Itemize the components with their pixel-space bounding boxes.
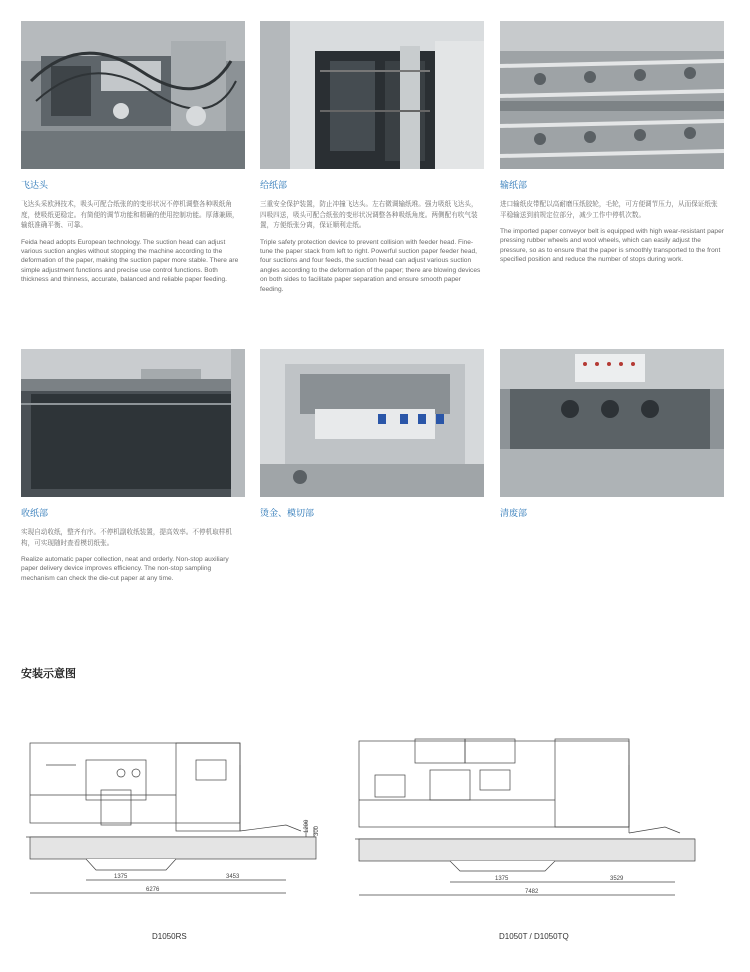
section-text-en: The imported paper conveyor belt is equipped with high wear-resistant paper pressing rubber wheels and wool wheels, which can easily adjust the pressure, so as to ensure that the paper is smoothly transported to the front specified position and reduce the number of stops during work. — [500, 228, 724, 264]
section-paper-conveying — [500, 21, 724, 265]
section-paper-feeding — [260, 21, 484, 294]
paper-feeding-photo — [260, 21, 484, 169]
waste-stripping-photo — [500, 349, 724, 497]
section-text-cn: 进口输纸皮带配以高耐磨压纸胶轮，毛轮，可方便调节压力，从而保证纸张平稳输送到前规定位部分，减少工作中停机次数。 — [500, 200, 718, 219]
section-waste-stripping — [500, 349, 724, 520]
installation-diagram-title: 安装示意图 — [21, 667, 76, 680]
section-title: 给纸部 — [260, 181, 288, 191]
section-text-cn: 实现自动收纸，整齐有序。不停机副收纸装置，提高效率。不停机取样机构，可实现随时查看模切纸张。 — [21, 528, 232, 547]
dim-height-1: 1200 — [304, 819, 310, 833]
paper-conveying-photo — [500, 21, 724, 169]
section-text-en: Realize automatic paper collection, neat and orderly. Non-stop auxiliary paper delivery device improves efficiency. The non-stop sampling mechanism can check the die-cut paper at any time. — [21, 556, 229, 582]
model-label-d1050rs: D1050RS — [152, 932, 187, 941]
dim-3453: 3453 — [226, 874, 240, 880]
section-title: 清废部 — [500, 509, 528, 519]
layout-drawing-d1050rs — [26, 735, 332, 905]
section-text-en: Feida head adopts European technology. The suction head can adjust various suction angles without stopping the machine according to the deformation of the paper, making the suction paper more stable. There are simple adjustment functions and precise use control functions. Both thickness and thinness, accurate, balanced and reliable paper feeding. — [21, 238, 239, 284]
dim-1375: 1375 — [495, 876, 509, 882]
section-text-cn: 三重安全保护装置，防止冲撞飞达头。左右微调输纸堆。强力吸纸飞达头，四吸四送，吸头可配合纸张的变形状况调整各种吸纸角度。两侧配有吹气装置，方便纸张分离，保证顺利走纸。 — [260, 200, 478, 229]
section-paper-delivery — [21, 349, 245, 583]
section-hot-stamping-die-cutting — [260, 349, 484, 520]
model-label-d1050t: D1050T / D1050TQ — [499, 932, 569, 941]
section-title: 收纸部 — [21, 509, 49, 519]
dim-3529: 3529 — [610, 876, 624, 882]
dim-total: 6276 — [146, 887, 160, 893]
section-feeder-head — [21, 21, 245, 285]
section-title: 烫金、模切部 — [260, 509, 315, 519]
section-title: 飞达头 — [21, 181, 49, 191]
section-text-cn: 飞达头采欧洲技术，吸头可配合纸张的的变形状况不停机调整各种吸纸角度，使吸纸更稳定。有简便的调节功能和精确的使用控制功能。厚薄兼顾，输纸准确平衡、可靠。 — [21, 200, 239, 229]
section-title: 输纸部 — [500, 181, 528, 191]
layout-drawing-d1050t — [355, 735, 723, 905]
paper-delivery-photo — [21, 349, 245, 497]
feeder-head-photo — [21, 21, 245, 169]
dim-total: 7482 — [525, 889, 539, 895]
hot-stamping-photo — [260, 349, 484, 497]
dim-1375: 1375 — [114, 874, 128, 880]
section-text-en: Triple safety protection device to prevent collision with feeder head. Fine-tune the paper stack from left to right. Powerful suction paper feeder head, four suctions and four feeds, the suction head can adjust various suction angles according to the deformation of the paper; there are blowing devices on both sides to facilitate paper separation and ensure smooth paper feeding. — [260, 238, 481, 293]
dim-height-2: 300 — [314, 825, 320, 836]
